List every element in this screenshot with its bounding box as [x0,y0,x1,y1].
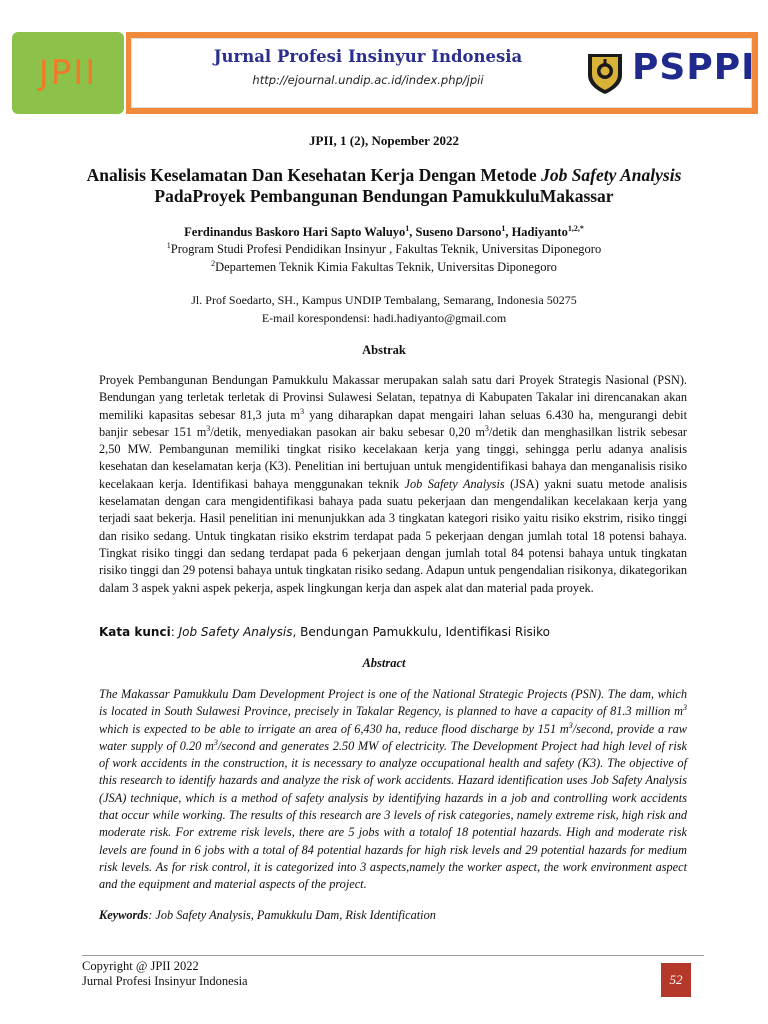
footer-journal: Jurnal Profesi Insinyur Indonesia [82,974,248,988]
university-seal-icon [584,51,626,95]
journal-header [12,32,758,114]
correspondence-email: E-mail korespondensi: hadi.hadiyanto@gmail.com [261,311,507,325]
affiliation-1-sup: 1 [166,240,171,250]
psppi-logo: PSPPI [632,47,756,88]
keywords-rest: : Job Safety Analysis, Pamukkulu Dam, Risk Identification [148,908,436,922]
jpii-logo [12,32,124,114]
abstract-text-4: /second and generates 2.50 MW of electricity. The Development Project had high level of risk of work accidents in the construction, it is necessary to analyze occupational health and safety (K3). The objective of this research to identify hazards and analyze the risk of work accidents. Hazard identification uses Job Safety Analysis (JSA) technique, which is a method of safety analysis by identifying hazards in a job and controlling work accidents that occur while working. The results of this research are 3 levels of risk categories, namely extreme risk, high risk and moderate risk. For extreme risk levels, there are 5 jobs with a totalof 18 potential hazards. High and moderate risk levels are found in 6 jobs with a total of 84 potential hazards for high risk levels and 29 potential hazards for medium risk levels. As for risk control, it is categorized into 3 aspects,namely the worker aspect, the work environment aspect and the equipment and material aspects of the project. [99,738,687,892]
author-1: Ferdinandus Baskoro Hari Sapto Waluyo [184,225,406,239]
page-number: 52 [661,963,691,997]
abstract-sup-2: 3 [568,720,573,730]
abstrak-text-1: Proyek Pembangunan Bendungan Pamukkulu Makassar merupakan salah satu dari Proyek Strategis Nasional (PSN). Bendungan yang terletak terletak di Provinsi Sulawesi Selatan, tepatnya di Kabupaten Takalar ini direncanakan akan memiliki kapasitas sebesar 81,3 juta m [99,373,687,422]
abstract-sup-1: 3 [683,703,687,713]
footer-divider [82,955,704,956]
abstrak-italic: Job Safety Analysis [404,476,505,491]
abstrak-sup-3: 3 [484,423,489,433]
header-band [126,32,758,114]
author-list: Ferdinandus Baskoro Hari Sapto Waluyo$^1$, Suseno Darsono$^1$, Hadiyanto$^{1,2,*}$ [184,223,584,239]
journal-url[interactable]: http://ejournal.undip.ac.id/index.php/jpii [252,73,484,87]
abstract-text-1: The Makassar Pamukkulu Dam Development Project is one of the National Strategic Projects (PSN). The dam, which is located in South Sulawesi Province, precisely in Takalar Regency, is planned to have a capacity of 81.3 million m [99,687,687,719]
volume-info: JPII, 1 (2), Nopember 2022 [309,133,459,148]
kata-kunci-label: Kata kunci [99,625,171,639]
title-line-2: PadaProyek Pembangunan Bendungan PamukkuluMakassar [154,186,614,206]
title-line-1 [0,165,768,186]
abstrak-sup-2: 3 [206,423,211,433]
abstrak-text-3: /detik, menyediakan pasokan air baku sebesar 0,20 m [210,424,485,439]
keywords [99,908,436,923]
abstrak-paragraph [99,372,687,597]
keywords-label: Keywords [99,908,149,922]
affiliation-2 [0,260,768,275]
address: Jl. Prof Soedarto, SH., Kampus UNDIP Tembalang, Semarang, Indonesia 50275 [191,293,577,307]
affiliation-2-text: Departemen Teknik Kimia Fakultas Teknik, Universitas Diponegoro [215,260,557,274]
author-3: Hadiyanto [511,225,568,239]
author-1-sup: 1 [405,223,410,233]
abstrak-heading: Abstrak [362,343,406,357]
abstract-text-3: /second, provide a raw water supply of 0.20 m [99,721,687,753]
abstrak-text-5: (JSA) yakni suatu metode analisis keselamatan dengan cara mengidentifikasi bahaya pada suatu pekerjaan dan mengendalikan kecelakaan kerja yang terjadi saat bekerja. Hasil penelitian ini menunjukkan ada 3 tingkatan kategori risiko yaitu risiko ekstrim, risiko tinggi dan risiko sedang. Untuk tingkatan risiko ekstrim terdapat pada 5 pekerjaan dengan jumlah total 18 potensi bahaya. Tingkat risiko tinggi dan sedang terdapat pada 6 pekerjaan dengan jumlah total 84 potensi bahaya untuk tingkatan risiko tinggi dan 29 potensi bahaya untuk tingkatan risiko sedang. Adapun untuk pengendalian risikonya, dikategorikan dalam 3 aspek yakni aspek pekerja, aspek lingkungan kerja dan aspek alat dan material pada proyek. [99,476,687,595]
affiliation-1-text: Program Studi Profesi Pendidikan Insinyur , Fakultas Teknik, Universitas Diponegoro [170,242,602,256]
abstrak-text-2: yang diharapkan dapat mengairi lahan seluas 6.430 ha, mengurangi debit banjir sebesar 151 m [99,407,688,439]
affiliation-1 [0,242,768,257]
kata-kunci-italic: Job Safety Analysis [178,625,293,639]
abstrak-text-4: /detik dan menghasilkan listrik sebesar 2,50 MW. Pembangunan memiliki tingkat risiko kecelakaan kerja yang tinggi, sehingga perlu adanya analisis kesehatan dan keselamatan kerja (K3). Penelitian ini bertujuan untuk mengidentifikasi bahaya dan menganalisis risiko kecelakaan kerja. Identifikasi bahaya menggunakan teknik [99,424,687,491]
abstract-sup-3: 3 [213,737,218,747]
title-text: Analisis Keselamatan Dan Kesehatan Kerja Dengan Metode [86,165,542,185]
journal-name: Jurnal Profesi Insinyur Indonesia [213,47,523,66]
title-italic: Job Safety Analysis [541,165,682,185]
footer-copyright: Copyright @ JPII 2022 [82,959,199,973]
author-2: Suseno Darsono [415,225,502,239]
header-band-inner [131,38,756,108]
kata-kunci [99,625,550,639]
jpii-logo-text: JPII [38,53,98,93]
abstract-heading: Abstract [362,656,406,670]
author-3-sup: 1,2,* [567,223,584,233]
kata-kunci-sep: : [170,625,179,639]
affiliation-2-sup: 2 [211,258,216,268]
author-2-sup: 1 [501,223,506,233]
abstrak-sup-1: 3 [300,406,305,416]
abstract-paragraph [99,686,687,894]
kata-kunci-rest: , Bendungan Pamukkulu, Identifikasi Risiko [292,625,550,639]
abstract-text-2: which is expected to be able to irrigate an area of 6,430 ha, reduce flood discharge by 151 m [99,721,569,736]
paper-title [0,165,768,207]
